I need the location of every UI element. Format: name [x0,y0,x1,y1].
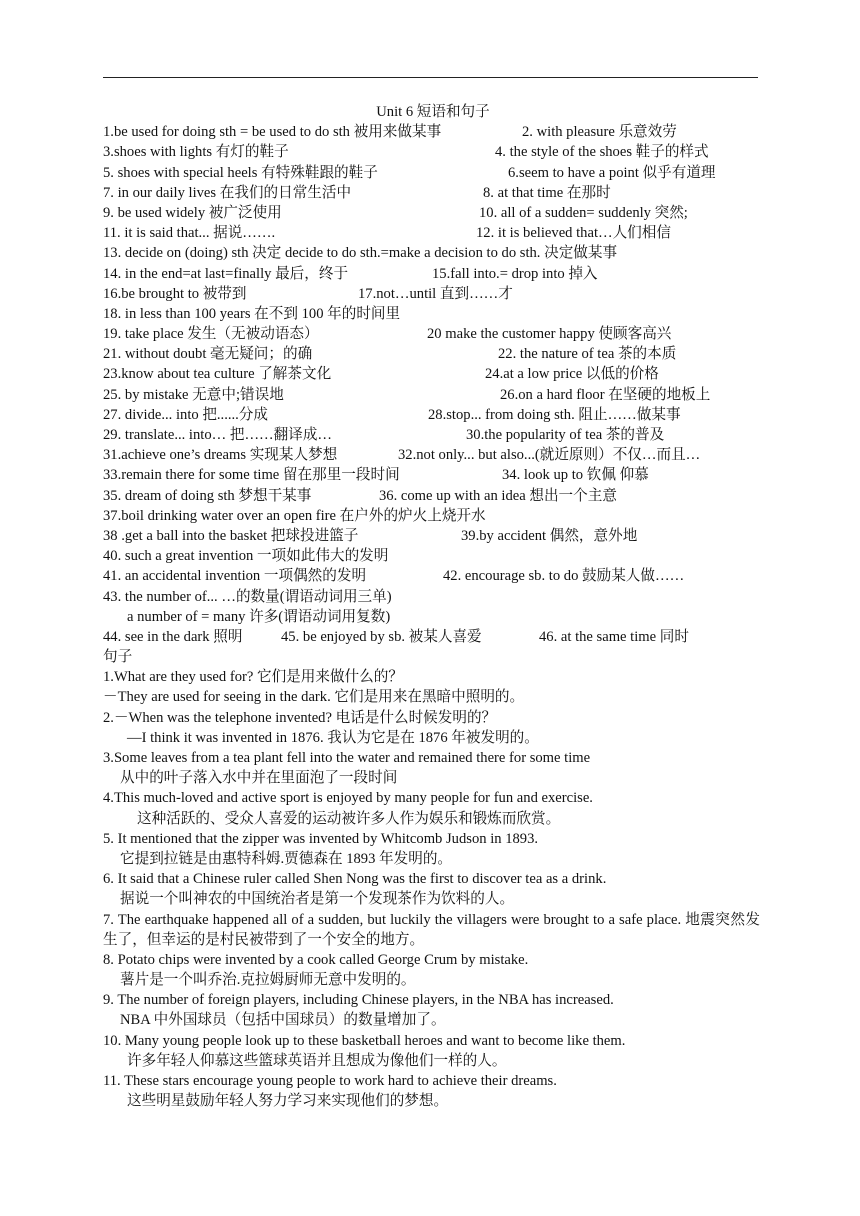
sentence-zh [103,889,763,909]
phrase-row [103,364,763,384]
phrase-item: 34. look up to 钦佩 仰慕 [502,467,649,484]
phrase-row [103,566,763,586]
phrase-item: 31.achieve one’s dreams 实现某人梦想 [103,447,338,464]
phrase-item: 37.boil drinking water over an open fire 在户外的炉火上烧开水 [103,507,486,524]
phrase-row [103,163,763,183]
phrase-row [103,526,763,546]
phrase-item: 17.not…until 直到……才 [358,285,513,302]
phrase-item: 18. in less than 100 years 在不到 100 年的时间里 [103,305,401,322]
document-body [103,102,763,1111]
sentence-zh [103,1051,763,1071]
sentence-translation: 它提到拉链是由惠特科姆.贾德森在 1893 年发明的。 [120,850,453,867]
sentence-text: 4.This much-loved and active sport is enjoyed by many people for fun and exercise. [103,790,593,807]
phrase-item: 45. be enjoyed by sb. 被某人喜爱 [281,628,482,645]
sentence-en [103,1071,763,1091]
sentence-zh [103,849,763,869]
phrase-item: 19. take place 发生（无被动语态） [103,326,319,343]
phrase-item: 22. the nature of tea 茶的本质 [498,346,677,363]
phrase-item: 43. the number of... …的数量(谓语动词用三单) [103,588,392,605]
sentence-en [103,829,763,849]
phrase-item: 23.know about tea culture 了解茶文化 [103,366,332,383]
sentence-zh [103,970,763,990]
phrase-item: a number of = many 许多(谓语动词用复数) [127,608,391,625]
sentences-heading-line [103,647,763,667]
phrase-item: 36. come up with an idea 想出一个主意 [379,487,617,504]
phrase-row [103,445,763,465]
phrase-item: 8. at that time 在那时 [483,184,611,201]
phrase-item: 13. decide on (doing) sth 决定 decide to do sth.=make a decision to do sth. 决定做某事 [103,245,618,262]
phrase-item: 11. it is said that... 据说……. [103,225,276,242]
phrase-item: 20 make the customer happy 使顾客高兴 [427,326,672,343]
phrase-item: 5. shoes with special heels 有特殊鞋跟的鞋子 [103,164,378,181]
header-rule [103,77,758,78]
phrase-item: 7. in our daily lives 在我们的日常生活中 [103,184,352,201]
sentence-translation: 从中的叶子落入水中并在里面泡了一段时间 [120,770,398,787]
phrase-row [103,324,763,344]
sentence-text: 5. It mentioned that the zipper was invented by Whitcomb Judson in 1893. [103,830,539,847]
sentence-en [103,990,763,1010]
phrase-item: 1.be used for doing sth = be used to do sth 被用来做某事 [103,124,442,141]
sentence-list [103,667,763,1111]
phrase-row [103,304,763,324]
sentence-translation: 薯片是一个叫乔治.克拉姆厨师无意中发明的。 [120,972,416,989]
sentence-zh [103,809,763,829]
sentence-zh [103,687,763,707]
phrase-row [103,122,763,142]
sentence-text: 2.－When was the telephone invented? 电话是什么时候发明的？ [103,709,497,726]
sentence-translation: 这些明星鼓励年轻人努力学习来实现他们的梦想。 [127,1093,449,1110]
phrase-row [103,506,763,526]
sentence-en [103,708,763,728]
page-title-line [103,102,763,122]
sentence-en [103,788,763,808]
phrase-item: 4. the style of the shoes 鞋子的样式 [495,144,709,161]
sentence-text: 11. These stars encourage young people to work hard to achieve their dreams. [103,1073,557,1090]
phrase-item: 24.at a low price 以低的价格 [485,366,659,383]
phrase-row [103,223,763,243]
phrase-item: 28.stop... from doing sth. 阻止……做某事 [428,406,681,423]
phrase-item: 3.shoes with lights 有灯的鞋子 [103,144,289,161]
sentence-en [103,950,763,970]
phrase-row [103,264,763,284]
phrase-list [103,122,763,647]
sentence-translation: 这种活跃的、受众人喜爱的运动被许多人作为娱乐和锻炼而欣赏。 [137,810,561,827]
phrase-item: 32.not only... but also...(就近原则）不仅…而且… [398,447,701,464]
sentence-text: 8. Potato chips were invented by a cook called George Crum by mistake. [103,951,529,968]
phrase-item: 10. all of a sudden= suddenly 突然; [479,204,688,221]
phrase-row [103,344,763,364]
phrase-row [103,587,763,607]
phrase-item: 33.remain there for some time 留在那里一段时间 [103,467,400,484]
phrase-item: 29. translate... into… 把……翻译成… [103,427,333,443]
sentence-en [103,667,763,687]
phrase-item: 6.seem to have a point 似乎有道理 [508,164,716,181]
sentence-translation: －They are used for seeing in the dark. 它们是用来在黑暗中照明的。 [103,689,525,706]
sentence-en [103,1031,763,1051]
sentence-text: 3.Some leaves from a tea plant fell into the water and remained there for some time [103,750,591,766]
sentence-text: 10. Many young people look up to these basketball heroes and want to become like them. [103,1032,626,1049]
phrase-item: 42. encourage sb. to do 鼓励某人做…… [443,568,685,585]
sentence-text: 7. The earthquake happened all of a sudden, but luckily the villagers were brought to a safe place. 地震突然发生了，但幸运的是村民被带到了一个安全的地方。 [103,911,760,948]
phrase-item: 26.on a hard floor 在坚硬的地板上 [500,386,711,403]
sentence-translation: 许多年轻人仰慕这些篮球英语并且想成为像他们一样的人。 [127,1052,507,1069]
phrase-item: 40. such a great invention 一项如此伟大的发明 [103,548,389,565]
sentence-zh [103,768,763,788]
phrase-row [103,243,763,263]
phrase-row [103,627,763,647]
phrase-item: 30.the popularity of tea 茶的普及 [466,427,665,443]
phrase-item: 39.by accident 偶然，意外地 [461,527,638,544]
page-title: Unit 6 短语和句子 [376,104,490,120]
phrase-item: 12. it is believed that…人们相信 [476,225,671,242]
sentence-zh [103,728,763,748]
sentence-zh [103,1010,763,1030]
phrase-row [103,203,763,223]
phrase-row [103,607,763,627]
phrase-row [103,183,763,203]
phrase-row [103,546,763,566]
phrase-row [103,465,763,485]
phrase-item: 25. by mistake 无意中;错误地 [103,386,284,403]
sentence-translation: 据说一个叫神农的中国统治者是第一个发现茶作为饮料的人。 [120,891,515,908]
phrase-item: 9. be used widely 被广泛使用 [103,204,282,221]
sentence-en [103,869,763,889]
phrase-row [103,486,763,506]
sentence-text: 6. It said that a Chinese ruler called Shen Nong was the first to discover tea as a drink. [103,871,607,888]
phrase-item: 21. without doubt 毫无疑问；的确 [103,346,313,363]
sentence-translation: —I think it was invented in 1876. 我认为它是在 1876 年被发明的。 [127,729,539,746]
phrase-item: 16.be brought to 被带到 [103,285,247,302]
phrase-row [103,425,763,445]
sentence-zh [103,1091,763,1111]
phrase-row [103,142,763,162]
phrase-item: 14. in the end=at last=finally 最后，终于 [103,265,349,282]
sentence-translation: NBA 中外国球员（包括中国球员）的数量增加了。 [120,1012,446,1029]
phrase-item: 38 .get a ball into the basket 把球投进篮子 [103,527,359,544]
phrase-row [103,405,763,425]
sentences-heading: 句子 [103,649,133,666]
sentence-en [103,910,760,950]
phrase-item: 15.fall into.= drop into 掉入 [432,265,598,282]
phrase-row [103,385,763,405]
phrase-row [103,284,763,304]
phrase-item: 41. an accidental invention 一项偶然的发明 [103,568,367,585]
sentence-text: 1.What are they used for? 它们是用来做什么的？ [103,669,403,686]
phrase-item: 44. see in the dark 照明 [103,628,243,645]
phrase-item: 27. divide... into 把......分成 [103,406,268,423]
sentence-en [103,748,763,768]
phrase-item: 2. with pleasure 乐意效劳 [522,124,677,141]
sentence-text: 9. The number of foreign players, including Chinese players, in the NBA has increased. [103,992,614,1009]
phrase-item: 35. dream of doing sth 梦想干某事 [103,487,312,504]
phrase-item: 46. at the same time 同时 [539,628,689,645]
